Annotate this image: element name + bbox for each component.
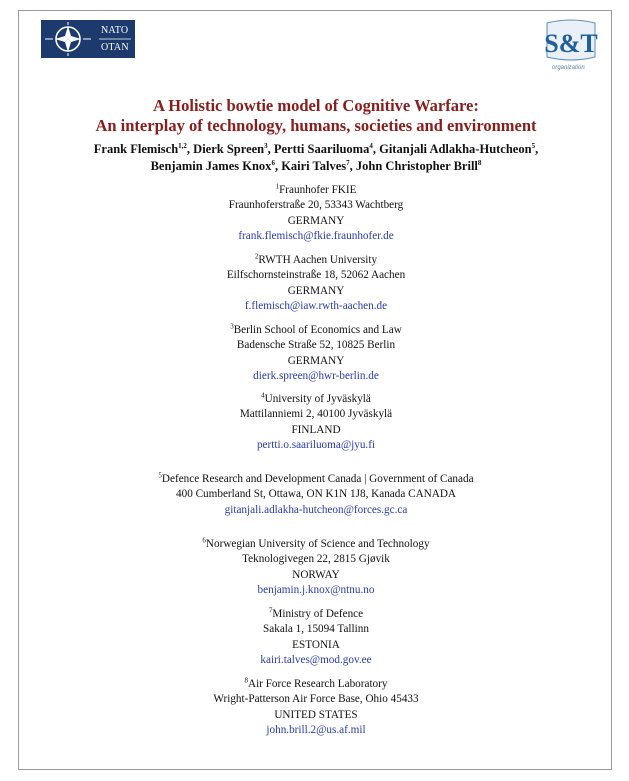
affiliation-email-link[interactable]: john.brill.2@us.af.mil [266, 724, 366, 737]
affiliation-text: Badensche Straße 52, 10825 Berlin [236, 339, 396, 352]
affiliation-institution [19, 472, 613, 487]
affiliation-email-link[interactable]: kairi.talves@mod.gov.ee [260, 654, 372, 667]
nato-otan-logo [41, 20, 135, 58]
author-affiliation-sup: 1,2 [178, 141, 187, 150]
affiliation-block [19, 323, 613, 385]
affiliation-institution [19, 607, 613, 622]
author-separator: , [535, 142, 539, 156]
affiliation-block [19, 392, 613, 454]
affiliation-block [19, 607, 613, 669]
affiliation-text: Air Force Research Laboratory [248, 678, 388, 690]
affiliation-number: 8 [244, 676, 248, 685]
affiliation-email-link[interactable]: gitanjali.adlakha-hutcheon@forces.gc.ca [224, 503, 408, 516]
author-affiliation-sup: 7 [346, 158, 350, 167]
affiliation-institution [19, 537, 613, 552]
affiliation-text: UNITED STATES [274, 708, 358, 721]
affiliation-number: 3 [230, 322, 234, 331]
affiliation-block [19, 677, 613, 739]
affiliation-text: Fraunhoferstraße 20, 53343 Wachtberg [228, 199, 404, 212]
affiliation-address-line [19, 198, 613, 213]
affiliation-institution [19, 677, 613, 692]
affiliation-text: Sakala 1, 15094 Tallinn [263, 623, 369, 636]
author-affiliation-sup: 5 [531, 141, 536, 150]
affiliation-address-line [19, 487, 613, 502]
author-affiliation-sup: 6 [271, 158, 275, 167]
affiliation-text: ESTONIA [292, 638, 340, 651]
affiliation-text: Eilfschornsteinstraße 18, 52062 Aachen [226, 269, 406, 282]
nato-label: NATO [101, 25, 129, 36]
affiliation-text: University of Jyväskylä [264, 393, 371, 405]
affiliation-institution [19, 183, 613, 198]
st-organization-logo [541, 19, 601, 69]
author-affiliation-sup: 8 [477, 158, 482, 167]
affiliation-number: 1 [275, 182, 280, 191]
author-line-1 [19, 141, 613, 157]
affiliation-text: Norwegian University of Science and Technology [205, 538, 430, 550]
affiliation-address-line [19, 708, 613, 723]
affiliation-email-link[interactable]: f.flemisch@iaw.rwth-aachen.de [244, 300, 388, 313]
st-logo-text: S&T [544, 29, 598, 58]
affiliation-address-line [19, 423, 613, 438]
affiliation-address-line [19, 407, 613, 422]
affiliation-institution [19, 253, 613, 268]
author-affiliation-sup: 4 [369, 141, 373, 150]
affiliation-address-line [19, 638, 613, 653]
author-affiliation-sup: 3 [264, 141, 268, 150]
author-name: Dierk Spreen [193, 142, 265, 156]
affiliation-block [19, 253, 613, 315]
affiliation-block [19, 472, 613, 518]
author-name: Frank Flemisch [93, 142, 179, 156]
affiliation-email-link[interactable]: frank.flemisch@fkie.fraunhofer.de [238, 230, 394, 243]
affiliation-number: 6 [202, 536, 206, 545]
affiliation-text: RWTH Aachen University [258, 254, 378, 266]
author-name: Gitanjali Adlakha-Hutcheon [379, 142, 532, 156]
affiliation-address-line [19, 552, 613, 567]
affiliation-text: Ministry of Defence [272, 608, 364, 620]
author-separator: , [349, 159, 356, 173]
author-name: Benjamin James Knox [150, 159, 272, 173]
affiliation-institution [19, 323, 613, 338]
affiliation-text: FINLAND [291, 423, 341, 436]
paper-title-line-1: A Holistic bowtie model of Cognitive Warfare: [153, 96, 479, 115]
author-name: Pertti Saariluoma [273, 142, 370, 156]
affiliation-address-line [19, 214, 613, 229]
affiliation-address-line [19, 268, 613, 283]
affiliation-text: GERMANY [287, 214, 345, 227]
affiliation-number: 7 [268, 606, 273, 615]
author-separator: , [267, 142, 274, 156]
affiliation-block [19, 537, 613, 599]
author-name: Kairi Talves [281, 159, 347, 173]
paper-page [18, 10, 612, 770]
affiliation-text: Mattilanniemi 2, 40100 Jyväskylä [239, 408, 393, 421]
affiliation-address-line [19, 354, 613, 369]
affiliation-email-link[interactable]: pertti.o.saariluoma@jyu.fi [256, 439, 376, 452]
affiliation-text: Wright-Patterson Air Force Base, Ohio 45433 [213, 693, 419, 706]
affiliation-text: Defence Research and Development Canada | Government of Canada [161, 473, 474, 485]
affiliation-text: Fraunhofer FKIE [279, 184, 357, 196]
affiliation-number: 2 [254, 252, 259, 261]
paper-title-line-2: An interplay of technology, humans, societies and environment [95, 116, 537, 135]
affiliation-text: GERMANY [287, 284, 345, 297]
affiliation-text: GERMANY [287, 354, 345, 367]
affiliation-text: NORWAY [292, 568, 340, 581]
author-line-2 [19, 158, 613, 174]
author-separator: , [186, 142, 194, 156]
affiliation-number: 5 [158, 471, 162, 480]
affiliation-address-line [19, 284, 613, 299]
affiliation-institution [19, 392, 613, 407]
affiliation-address-line [19, 622, 613, 637]
affiliation-text: Berlin School of Economics and Law [233, 324, 402, 336]
st-organization-label: organization [552, 65, 585, 71]
affiliation-number: 4 [261, 391, 265, 400]
affiliation-address-line [19, 692, 613, 707]
affiliation-address-line [19, 568, 613, 583]
affiliation-block [19, 183, 613, 245]
affiliation-email-link[interactable]: dierk.spreen@hwr-berlin.de [253, 370, 379, 383]
otan-label: OTAN [101, 42, 129, 53]
affiliation-address-line [19, 338, 613, 353]
affiliation-text: Teknologivegen 22, 2815 Gjøvik [242, 553, 390, 566]
author-name: John Christopher Brill [355, 159, 478, 173]
author-separator: , [274, 159, 282, 173]
author-separator: , [372, 142, 380, 156]
affiliation-text: 400 Cumberland St, Ottawa, ON K1N 1J8, Kanada CANADA [176, 488, 456, 501]
affiliation-email-link[interactable]: benjamin.j.knox@ntnu.no [257, 584, 375, 597]
